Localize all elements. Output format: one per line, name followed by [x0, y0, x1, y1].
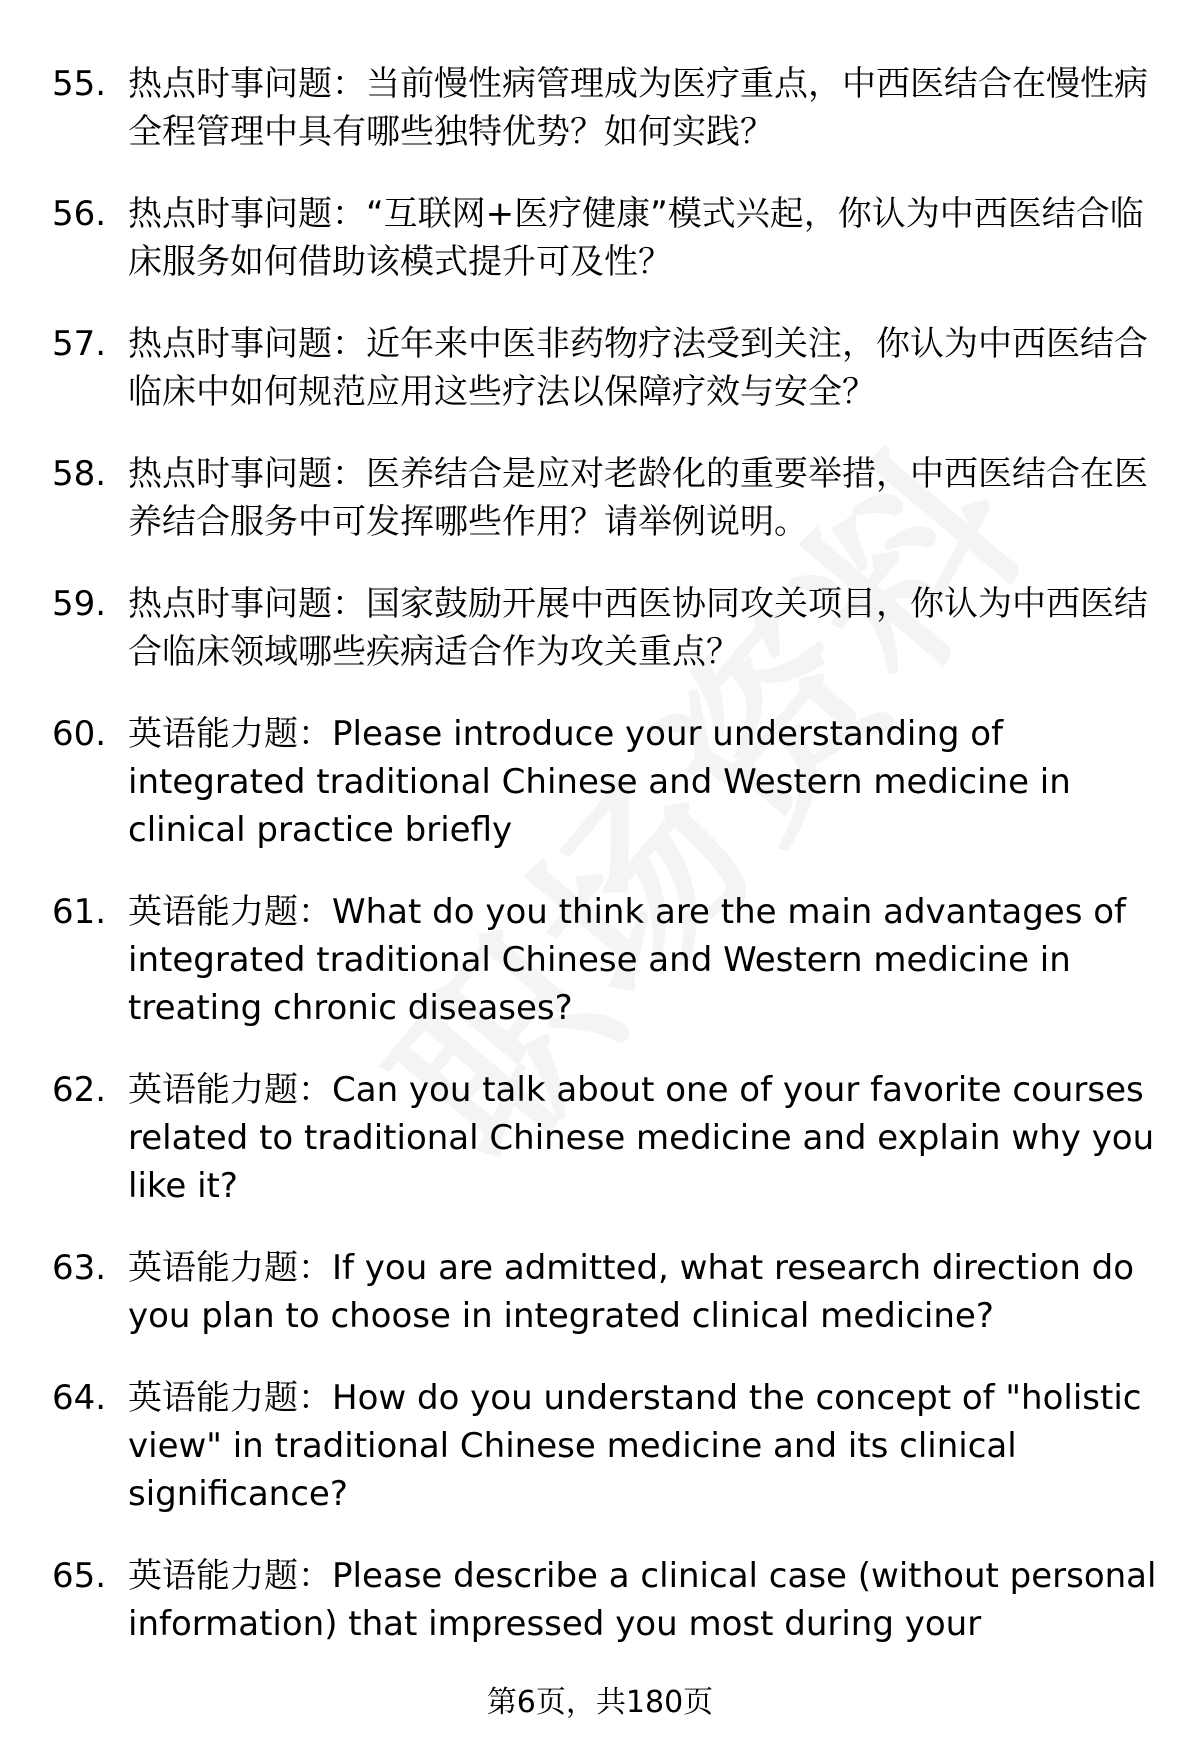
- question-item: [0, 60, 1200, 156]
- question-number: 58.: [52, 454, 107, 494]
- question-text: 英语能力题：If you are admitted, what research direction do you plan to choose in integrated clinical medicine?: [128, 1248, 1135, 1336]
- question-number: 62.: [52, 1070, 107, 1110]
- question-number: 61.: [52, 892, 107, 932]
- question-text: 热点时事问题：当前慢性病管理成为医疗重点，中西医结合在慢性病全程管理中具有哪些独特优势？如何实践？: [128, 64, 1148, 152]
- question-item: [0, 450, 1200, 546]
- question-number: 60.: [52, 714, 107, 754]
- question-text: 英语能力题：Please describe a clinical case (without personal information) that impressed you most during your: [128, 1556, 1157, 1644]
- question-number: 64.: [52, 1378, 107, 1418]
- question-item: [0, 320, 1200, 416]
- question-list: [0, 60, 1200, 1648]
- question-item: [0, 1374, 1200, 1518]
- question-text: 热点时事问题：国家鼓励开展中西医协同攻关项目，你认为中西医结合临床领域哪些疾病适合作为攻关重点？: [128, 584, 1148, 672]
- question-number: 65.: [52, 1556, 107, 1596]
- question-item: [0, 190, 1200, 286]
- question-text: 热点时事问题：“互联网+医疗健康”模式兴起，你认为中西医结合临床服务如何借助该模式提升可及性？: [128, 194, 1144, 282]
- question-number: 55.: [52, 64, 107, 104]
- question-text: 热点时事问题：近年来中医非药物疗法受到关注，你认为中西医结合临床中如何规范应用这些疗法以保障疗效与安全？: [128, 324, 1148, 412]
- page-footer: 第6页，共180页: [486, 1685, 714, 1720]
- question-text: 英语能力题：Can you talk about one of your favorite courses related to traditional Chinese medicine and explain why you like it?: [128, 1070, 1155, 1206]
- question-number: 56.: [52, 194, 107, 234]
- question-item: [0, 1552, 1200, 1648]
- question-item: [0, 888, 1200, 1032]
- question-number: 59.: [52, 584, 107, 624]
- question-item: [0, 580, 1200, 676]
- question-text: 英语能力题：Please introduce your understanding of integrated traditional Chinese and Western medicine in clinical practice briefly: [128, 714, 1071, 850]
- question-item: [0, 1244, 1200, 1340]
- question-text: 英语能力题：What do you think are the main advantages of integrated traditional Chinese and Western medicine in treating chronic diseases?: [128, 892, 1127, 1028]
- question-item: [0, 710, 1200, 854]
- question-number: 63.: [52, 1248, 107, 1288]
- question-number: 57.: [52, 324, 107, 364]
- question-text: 热点时事问题：医养结合是应对老龄化的重要举措，中西医结合在医养结合服务中可发挥哪些作用？请举例说明。: [128, 454, 1148, 542]
- question-text: 英语能力题：How do you understand the concept of "holistic view" in traditional Chinese medicine and its clinical significance?: [128, 1378, 1142, 1514]
- question-item: [0, 1066, 1200, 1210]
